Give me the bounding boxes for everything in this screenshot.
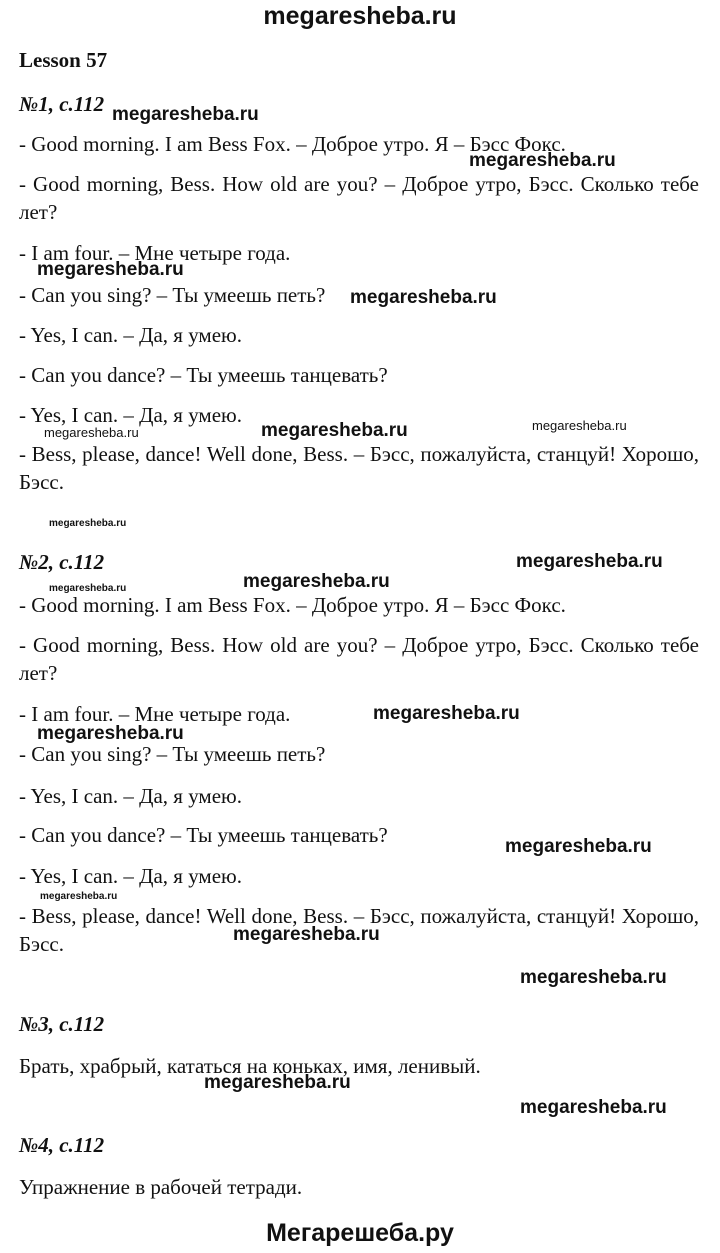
exercise-2-line: - I am four. – Мне четыре года. <box>19 702 291 726</box>
exercise-1-line: - I am four. – Мне четыре года. <box>19 241 291 265</box>
exercise-2-line: - Yes, I can. – Да, я умею. <box>19 784 242 808</box>
exercise-4-heading: №4, с.112 <box>19 1133 105 1157</box>
watermark: megaresheba.ru <box>505 836 652 857</box>
watermark: megaresheba.ru <box>520 967 667 988</box>
exercise-2-line: - Good morning. I am Bess Fox. – Доброе утро. Я – Бэсс Фокс. <box>19 593 566 617</box>
exercise-1-line: - Good morning. I am Bess Fox. – Доброе утро. Я – Бэсс Фокс. <box>19 132 566 156</box>
exercise-2-heading: №2, с.112 <box>19 550 105 574</box>
exercise-1-line: - Good morning, Bess. How old are you? – Доброе утро, Бэсс. Сколько тебе лет? <box>19 172 699 224</box>
exercise-2-line: - Can you dance? – Ты умеешь танцевать? <box>19 823 388 847</box>
watermark: megaresheba.ru <box>40 891 118 902</box>
watermark: megaresheba.ru <box>243 571 390 592</box>
exercise-2-line: - Can you sing? – Ты умеешь петь? <box>19 742 326 766</box>
watermark: megaresheba.ru <box>49 583 127 594</box>
watermark: megaresheba.ru <box>516 551 663 572</box>
exercise-1-line: - Bess, please, dance! Well done, Bess. – Бэсс, пожалуйста, станцуй! Хорошо, Бэсс. <box>19 442 699 494</box>
exercise-4-line: Упражнение в рабочей тетради. <box>19 1175 303 1199</box>
watermark: megaresheba.ru <box>520 1097 667 1118</box>
watermark: megaresheba.ru <box>112 104 259 125</box>
watermark: megaresheba.ru <box>469 150 616 171</box>
watermark: megaresheba.ru <box>37 259 184 280</box>
watermark: megaresheba.ru <box>204 1072 351 1093</box>
exercise-1-line: - Yes, I can. – Да, я умею. <box>19 403 242 427</box>
site-footer: Мегарешеба.ру <box>266 1219 454 1247</box>
watermark: megaresheba.ru <box>49 518 127 529</box>
watermark: megaresheba.ru <box>373 703 520 724</box>
watermark: megaresheba.ru <box>44 425 139 440</box>
exercise-1-heading: №1, с.112 <box>19 92 105 116</box>
watermark: megaresheba.ru <box>532 418 627 433</box>
exercise-2-line: - Good morning, Bess. How old are you? – Доброе утро, Бэсс. Сколько тебе лет? <box>19 633 699 685</box>
lesson-title: Lesson 57 <box>19 48 108 72</box>
site-header: megaresheba.ru <box>263 2 457 30</box>
exercise-1-line: - Can you dance? – Ты умеешь танцевать? <box>19 363 388 387</box>
watermark: megaresheba.ru <box>37 723 184 744</box>
watermark: megaresheba.ru <box>350 287 497 308</box>
exercise-1-line: - Can you sing? – Ты умеешь петь? <box>19 283 326 307</box>
exercise-2-line: - Bess, please, dance! Well done, Bess. – Бэсс, пожалуйста, станцуй! Хорошо, Бэсс. <box>19 904 699 956</box>
watermark: megaresheba.ru <box>261 420 408 441</box>
exercise-1-line: - Yes, I can. – Да, я умею. <box>19 323 242 347</box>
exercise-3-line: Брать, храбрый, кататься на коньках, имя, ленивый. <box>19 1054 481 1078</box>
exercise-2-line: - Yes, I can. – Да, я умею. <box>19 864 242 888</box>
exercise-3-heading: №3, с.112 <box>19 1012 105 1036</box>
watermark: megaresheba.ru <box>233 924 380 945</box>
